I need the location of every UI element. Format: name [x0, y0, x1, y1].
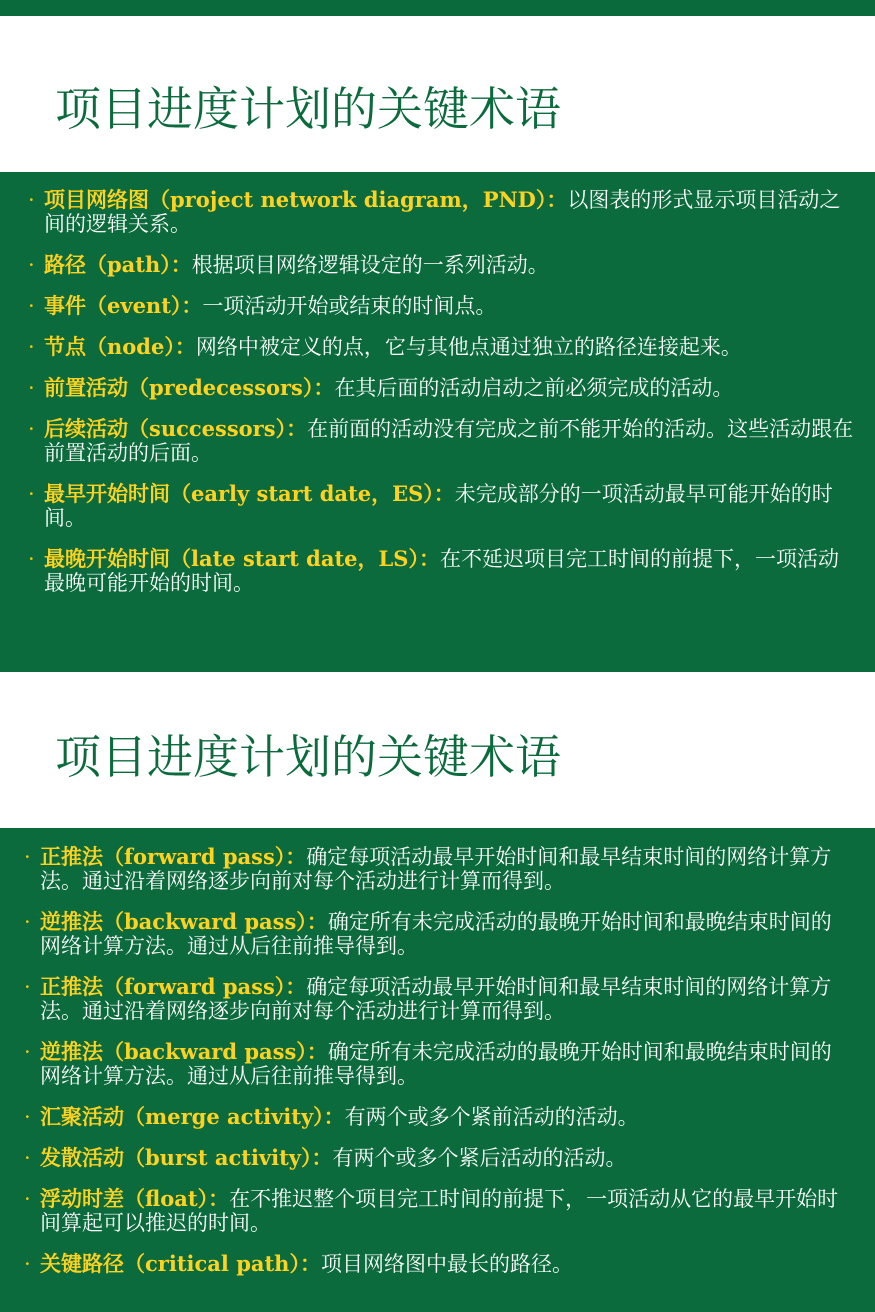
slide-2: [0, 672, 875, 1312]
list-item: [0, 1252, 875, 1276]
bullet-icon: ·: [24, 1105, 31, 1129]
list-item: [0, 975, 875, 1023]
bullet-icon: ·: [28, 547, 35, 571]
term-definition: 确定所有未完成活动的最晚开始时间和最晚结束时间的网络计算方法。通过从后往前推导得到。: [40, 910, 832, 958]
term-definition: 未完成部分的一项活动最早可能开始的时间。: [44, 482, 833, 530]
list-item: [0, 1187, 875, 1235]
term-label: 逆推法（backward pass）：: [40, 909, 328, 934]
term-definition: 在不延迟项目完工时间的前提下，一项活动最晚可能开始的时间。: [44, 547, 839, 595]
bullet-icon: ·: [28, 376, 35, 400]
slide-body: [0, 172, 875, 672]
bullet-icon: ·: [28, 335, 35, 359]
bullet-icon: ·: [28, 188, 35, 212]
term-label: 节点（node）：: [44, 334, 196, 359]
list-item: [0, 376, 875, 400]
list-item: [0, 417, 875, 465]
list-item: [0, 335, 875, 359]
term-definition: 确定每项活动最早开始时间和最早结束时间的网络计算方法。通过沿着网络逐步向前对每个活动进行计算而得到。: [40, 845, 832, 893]
term-definition: 在不推迟整个项目完工时间的前提下，一项活动从它的最早开始时间算起可以推迟的时间。: [40, 1187, 839, 1235]
term-definition: 以图表的形式显示项目活动之间的逻辑关系。: [44, 188, 841, 236]
slide-title: 项目进度计划的关键术语: [55, 82, 561, 136]
bullet-icon: ·: [28, 253, 35, 277]
term-definition: 有两个或多个紧后活动的活动。: [332, 1146, 627, 1170]
term-definition: 在其后面的活动启动之前必须完成的活动。: [334, 376, 734, 400]
bullet-icon: ·: [28, 482, 35, 506]
list-item: [0, 910, 875, 958]
term-definition: 网络中被定义的点，它与其他点通过独立的路径连接起来。: [195, 335, 742, 359]
bullet-icon: ·: [24, 1252, 31, 1276]
list-item: [0, 482, 875, 530]
term-definition: 根据项目网络逻辑设定的一系列活动。: [191, 253, 549, 277]
term-definition: 有两个或多个紧前活动的活动。: [344, 1105, 639, 1129]
list-item: [0, 188, 875, 236]
term-label: 逆推法（backward pass）：: [40, 1039, 328, 1064]
term-label: 正推法（forward pass）：: [40, 844, 307, 869]
term-label: 事件（event）：: [44, 293, 203, 318]
list-item: [0, 294, 875, 318]
term-definition: 项目网络图中最长的路径。: [320, 1252, 573, 1276]
term-label: 项目网络图（project network diagram，PND）：: [44, 187, 568, 212]
bullet-icon: ·: [24, 910, 31, 934]
term-list: [0, 845, 875, 1276]
bullet-icon: ·: [24, 1187, 31, 1211]
bullet-icon: ·: [24, 1040, 31, 1064]
term-label: 前置活动（predecessors）：: [44, 375, 335, 400]
term-label: 发散活动（burst activity）：: [40, 1145, 333, 1170]
term-list: [0, 188, 875, 595]
term-definition: 确定每项活动最早开始时间和最早结束时间的网络计算方法。通过沿着网络逐步向前对每个活动进行计算而得到。: [40, 975, 832, 1023]
bullet-icon: ·: [24, 845, 31, 869]
term-label: 浮动时差（float）：: [40, 1186, 230, 1211]
term-label: 最晚开始时间（late start date，LS）：: [44, 546, 440, 571]
title-area: [0, 672, 875, 828]
list-item: [0, 845, 875, 893]
term-definition: 在前面的活动没有完成之前不能开始的活动。这些活动跟在前置活动的后面。: [44, 417, 854, 465]
list-item: [0, 1040, 875, 1088]
list-item: [0, 253, 875, 277]
bullet-icon: ·: [24, 975, 31, 999]
list-item: [0, 547, 875, 595]
term-definition: 一项活动开始或结束的时间点。: [202, 294, 497, 318]
term-label: 最早开始时间（early start date，ES）：: [44, 481, 455, 506]
bullet-icon: ·: [28, 294, 35, 318]
term-definition: 确定所有未完成活动的最晚开始时间和最晚结束时间的网络计算方法。通过从后往前推导得到。: [40, 1040, 832, 1088]
bullet-icon: ·: [28, 417, 35, 441]
term-label: 路径（path）：: [44, 252, 192, 277]
term-label: 后续活动（successors）：: [44, 416, 308, 441]
list-item: [0, 1105, 875, 1129]
bullet-icon: ·: [24, 1146, 31, 1170]
term-label: 汇聚活动（merge activity）：: [40, 1104, 345, 1129]
list-item: [0, 1146, 875, 1170]
slide-title: 项目进度计划的关键术语: [55, 730, 561, 784]
term-label: 关键路径（critical path）：: [40, 1251, 321, 1276]
term-label: 正推法（forward pass）：: [40, 974, 307, 999]
slide-body: [0, 828, 875, 1312]
top-accent-bar: [0, 0, 875, 16]
title-area: [0, 16, 875, 172]
